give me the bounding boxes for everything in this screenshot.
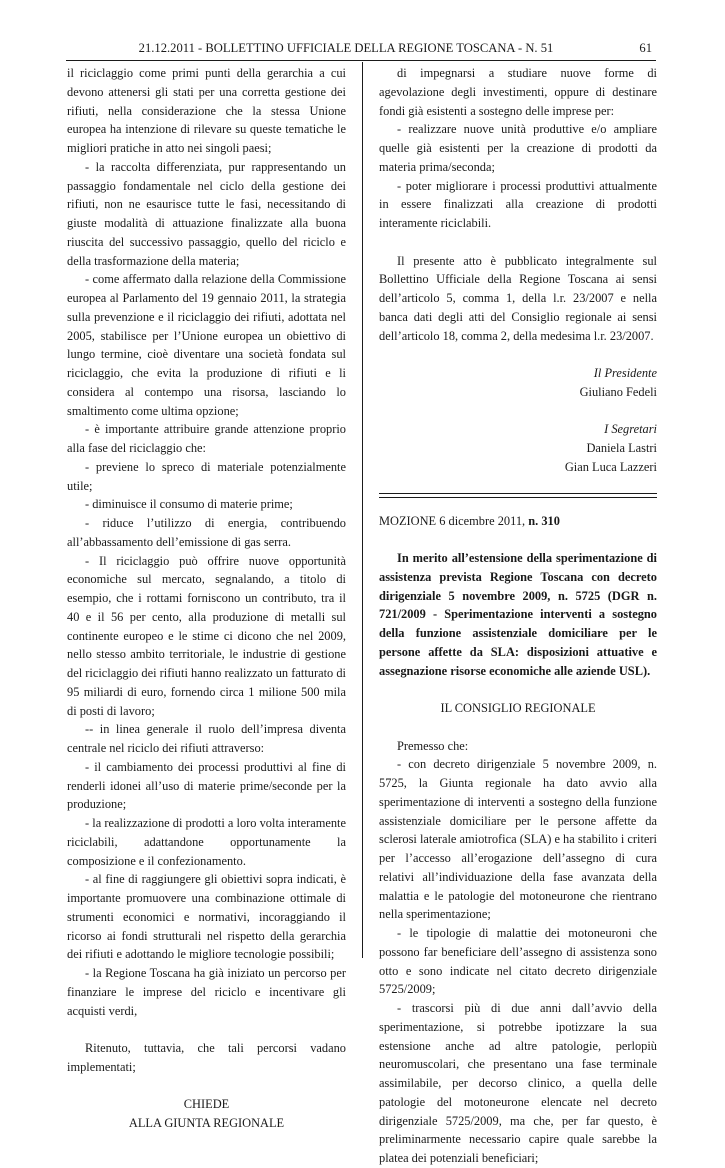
publication-note: Il presente atto è pubblicato integralmente sul Bollettino Ufficiale della Regione Toscana ai sensi dell’articolo 5, comma 1, della l.r. 23/2007 e nella banca dati degli atti del Consiglio regionale ai sensi dell’articolo 18, comma 2, della medesima l.r. 23/2007. [379,253,657,343]
council-heading: IL CONSIGLIO REGIONALE [440,701,596,715]
secretary-name: Gian Luca Lazzeri [564,459,657,474]
right-column [379,64,657,1168]
page-header [66,38,656,58]
list-item: - previene lo spreco di materiale potenzialmente utile; [67,459,346,493]
paragraph: -- in linea generale il ruolo dell’impresa diventa centrale nel riciclo dei rifiuti attraverso: [67,722,346,755]
chiede-heading: CHIEDE [183,1097,230,1112]
motion-subject: In merito all’estensione della sperimentazione di assistenza prevista Regione Toscana con decreto dirigenziale 5 novembre 2009, n. 5725 (DGR n. 721/2009 - Sperimentazione interventi a sostegno della funzione assistenziale domiciliare per le persone affette da SLA: disposizioni attuative e assegnazione risorse economiche alle aziende USL). [379,551,657,678]
motion-number: n. 310 [528,513,560,528]
list-item: - diminuisce il consumo di materie prime; [85,497,293,512]
column-divider [362,62,363,958]
header-text: 21.12.2011 - BOLLETTINO UFFICIALE DELLA REGIONE TOSCANA - N. 51 [138,41,554,55]
president-title: Il Presidente [593,366,657,380]
list-item: - la realizzazione di prodotti a loro volta interamente riciclabili, adattandone opportunamente la composizione e il confezionamento. [67,816,346,868]
paragraph: - la Regione Toscana ha già iniziato un percorso per finanziare le imprese del riciclo e incentivare gli acquisti verdi, [67,966,346,1018]
page-number: 61 [639,41,652,55]
paragraph: - è importante attribuire grande attenzione proprio alla fase del riciclaggio che: [67,422,346,455]
secretary-name: Daniela Lastri [586,441,657,455]
president-name: Giuliano Fedeli [579,384,657,399]
list-item: - trascorsi più di due anni dall’avvio della sperimentazione, si potrebbe ipotizzare la sua estensione anche ad altre patologie, perlopiù neuromuscolari, che presentano una fase terminale assimilabile, per decorso clinico, a quella delle patologie del motoneurone elencate nel decreto dirigenziale 5725/2009, ma che, per far questo, è preliminarmente necessario capire quale sarebbe la platea dei potenziali beneficiari; [379,1001,657,1165]
list-item: - con decreto dirigenziale 5 novembre 2009, n. 5725, la Giunta regionale ha dato avvio alla sperimentazione di interventi a sostegno della funzione assistenziale domiciliare per le persone affette da sclerosi laterale amiotrofica (SLA) e ha stabilito i criteri per l’accesso all’erogazione dell’assegno di cura relativi all’individuazione della fase avanzata della malattia e le patologie del motoneurone che rientrano nella sperimentazione; [379,757,657,922]
paragraph: - come affermato dalla relazione della Commissione europea al Parlamento del 19 gennaio 2011, la strategia sulla prevenzione e il riciclaggio dei rifiuti, adottata nel 2005, stabilisce per l’Unione europea un obiettivo di lungo termine, cioè diventare una società fondata sul riciclaggio, che evita la produzione di rifiuti e li considera al contempo una risorsa, lasciando lo smaltimento come ultima opzione; [67,272,346,418]
list-item: - riduce l’utilizzo di energia, contribuendo all’abbassamento dell’emissione di gas serra. [67,516,346,549]
paragraph: il riciclaggio come primi punti della gerarchia a cui devono attenersi gli stati per una corretta gestione dei rifiuti, nella considerazione che la stessa Unione europea ha intenzione di rilevare su queste tematiche le migliori pratiche in atto nei singoli paesi; [67,66,346,155]
closing-paragraph: Ritenuto, tuttavia, che tali percorsi vadano implementati; [67,1041,346,1074]
paragraph: - al fine di raggiungere gli obiettivi sopra indicati, è importante promuovere una combinazione ottimale di strumenti economici e normativi, incoraggiando il ricorso ai fondi strutturali nel rispetto della gerarchia dei rifiuti e adottando le migliore tecnologie possibili; [67,872,346,962]
header-rule [66,60,656,61]
list-item: - il cambiamento dei processi produttivi al fine di renderli idonei all’uso di materie prime/seconde per la produzione; [67,759,346,812]
left-column [67,64,346,1133]
list-item: - realizzare nuove unità produttive e/o ampliare quelle già esistenti per la creazione di prodotti da materia prima/seconda; [379,122,657,174]
paragraph: - Il riciclaggio può offrire nuove opportunità economiche sul mercato, segnalando, a titolo di esempio, che i rottami forniscono un contributo, tra il 40 e il 56 per cento, alla produzione di metalli sul continente europeo e le stime ci dicono che nel 2009, nello stesso ambito territoriale, le industrie di gestione del riciclaggio dei rifiuti hanno realizzato un fatturato di 95 miliardi di euro, fornendo circa 1 milione 500 mila di posti di lavoro; [67,553,346,718]
premesso-heading: Premesso che: [397,738,469,753]
paragraph: - la raccolta differenziata, pur rappresentando un passaggio fondamentale nel ciclo della gestione dei rifiuti, non ne esaurisce tutte le fasi, necessitando di giuste modalità di attuazione finalizzate alla buona riuscita del successivo passaggio, quello del riciclo e della trasformazione della materia; [67,159,346,268]
secretaries-title: I Segretari [604,422,657,437]
motion-heading [379,512,657,531]
chiede-subheading: ALLA GIUNTA REGIONALE [128,1116,285,1130]
paragraph: di impegnarsi a studiare nuove forme di agevolazione degli investimenti, oppure di destinare fondi già esistenti a sostegno delle imprese per: [379,66,657,118]
motion-date: MOZIONE 6 dicembre 2011, [379,513,529,528]
section-divider [379,493,657,498]
list-item: - poter migliorare i processi produttivi attualmente in essere finalizzati alla creazione di prodotti interamente riciclabili. [379,178,657,230]
list-item: - le tipologie di malattie dei motoneuroni che possono far beneficiare dell’assegno di assistenza sono otto e sono indicate nel citato decreto dirigenziale 5725/2009; [379,926,657,997]
